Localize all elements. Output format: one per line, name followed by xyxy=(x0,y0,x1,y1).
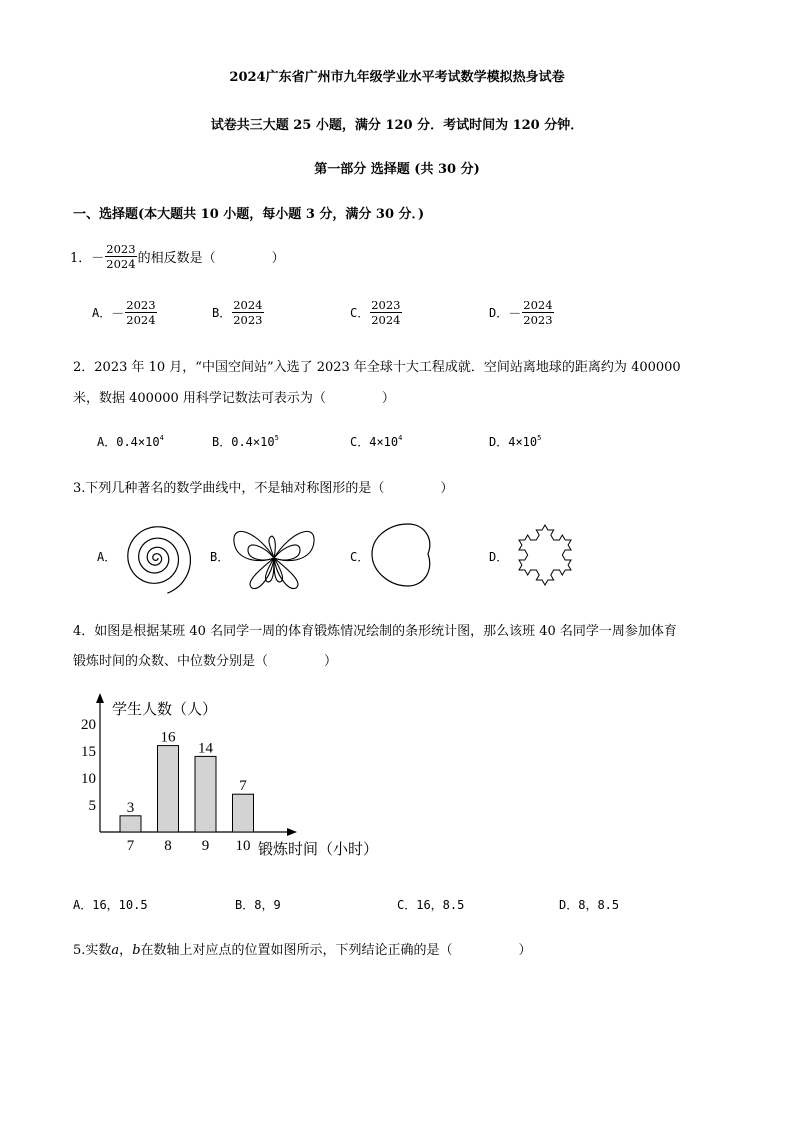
y-tick-label: 20 xyxy=(81,717,96,733)
bar-value-label: 3 xyxy=(126,799,135,816)
y-axis-arrow xyxy=(96,693,104,703)
koch-snowflake-figure[interactable] xyxy=(506,515,584,593)
y-tick-label: 5 xyxy=(88,798,96,814)
q1-denominator: 2024 xyxy=(106,257,136,271)
q3-label-b[interactable]: B． xyxy=(210,550,230,564)
q2-line2: 米，数据 400000 用科学记数法可表示为（ ） xyxy=(73,391,395,406)
bar-7 xyxy=(120,816,141,832)
var-b: b xyxy=(132,943,141,958)
bar-value-label: 14 xyxy=(198,740,213,757)
q3-label-a[interactable]: A． xyxy=(97,550,117,564)
q2-option-d[interactable]: D．$4\times 10^5$ xyxy=(489,434,542,449)
q1-sign: － xyxy=(91,251,105,266)
x-tick-label: 8 xyxy=(164,838,172,854)
q3-stem: 3.下列几种著名的数学曲线中，不是轴对称图形的是（ ） xyxy=(73,481,454,496)
bar-9 xyxy=(195,756,216,832)
q1-stem: 的相反数是（ xyxy=(137,251,216,266)
q4-option-b[interactable]: B．8，9 xyxy=(235,898,281,912)
cardioid-curve xyxy=(372,524,430,586)
q4-option-d[interactable]: D．8，8.5 xyxy=(559,898,620,912)
var-a: a xyxy=(111,943,120,958)
q2-line1: 2．2023 年 10 月，“中国空间站”入选了 2023 年全球十大工程成就．空间站离地球的距离约为 400000 xyxy=(73,360,681,375)
q3-label-d[interactable]: D． xyxy=(489,550,509,564)
y-axis-label: 学生人数（人） xyxy=(112,702,218,718)
q1-number: 1． xyxy=(70,251,92,266)
bar-8 xyxy=(158,746,179,832)
q4-line2: 锻炼时间的众数、中位数分别是（ ） xyxy=(73,654,338,669)
part-heading: 第一部分 选择题 (共 30 分) xyxy=(314,162,480,177)
butterfly-petals xyxy=(234,531,314,588)
x-tick-label: 9 xyxy=(201,838,210,854)
q1-option-b[interactable]: B． $\frac{2024}{2023}$ xyxy=(212,298,263,327)
spiral-curve xyxy=(128,527,191,593)
q1-option-c[interactable]: C． $\frac{2023}{2024}$ xyxy=(350,298,401,327)
x-axis-label: 锻炼时间（小时） xyxy=(258,842,379,858)
koch-curve xyxy=(519,525,571,585)
q4-option-a[interactable]: A．16，10.5 xyxy=(73,898,148,912)
question-1 xyxy=(70,242,285,271)
q1-option-d[interactable]: D． － $\frac{2024}{2023}$ xyxy=(489,298,553,327)
cardioid-figure[interactable] xyxy=(368,518,440,592)
q2-option-b[interactable]: B．$0.4\times 10^5$ xyxy=(212,434,279,449)
bar-10 xyxy=(233,794,254,832)
q2-option-a[interactable]: A．$0.4\times 10^4$ xyxy=(97,434,164,449)
butterfly-curve-figure[interactable] xyxy=(228,516,320,592)
spiral-figure[interactable] xyxy=(118,518,196,594)
q1-fraction xyxy=(105,242,136,271)
page-title: 2024广东省广州市九年级学业水平考试数学模拟热身试卷 xyxy=(229,70,565,85)
x-axis-arrow xyxy=(287,828,297,836)
q5-stem: 5.实数a，b在数轴上对应点的位置如图所示，下列结论正确的是（ ） xyxy=(73,943,532,958)
bar-value-label: 16 xyxy=(160,729,176,746)
q1-close: ） xyxy=(271,251,285,266)
x-tick-label: 7 xyxy=(126,838,135,854)
y-tick-label: 10 xyxy=(81,771,96,787)
q1-option-a[interactable]: A． － $\frac{2023}{2024}$ xyxy=(92,298,156,327)
section-heading: 一、选择题(本大题共 10 小题，每小题 3 分，满分 30 分．) xyxy=(73,207,425,222)
bar-chart xyxy=(70,690,400,870)
q4-option-c[interactable]: C．16，8.5 xyxy=(397,898,465,912)
q2-option-c[interactable]: C．$4\times 10^4$ xyxy=(350,434,403,449)
bar-value-label: 7 xyxy=(239,778,247,795)
x-tick-label: 10 xyxy=(235,838,251,854)
q1-numerator: 2023 xyxy=(106,242,136,256)
q4-line1: 4．如图是根据某班 40 名同学一周的体育锻炼情况绘制的条形统计图，那么该班 40 名同学一周参加体育 xyxy=(73,624,677,639)
exam-info: 试卷共三大题 25 小题，满分 120 分．考试时间为 120 分钟． xyxy=(210,118,584,133)
y-tick-label: 15 xyxy=(81,744,96,760)
q3-label-c[interactable]: C． xyxy=(350,550,370,564)
